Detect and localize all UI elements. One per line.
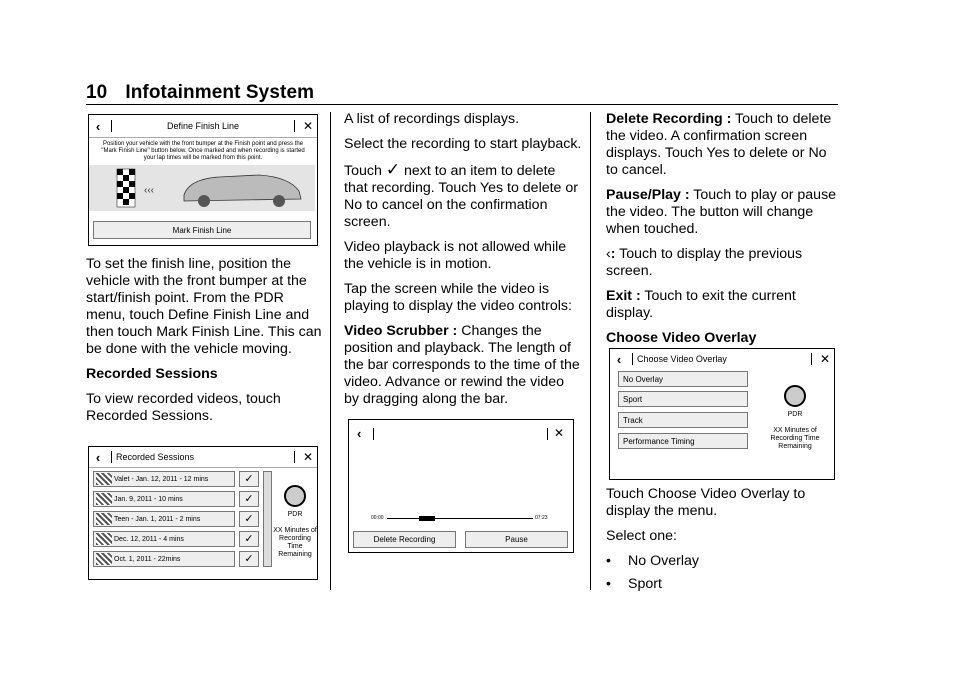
recorded-sessions-paragraph: To view recorded videos, touch Recorded Sessions.: [86, 391, 281, 424]
screen-title: Define Finish Line: [166, 121, 240, 131]
page-header: [86, 82, 314, 104]
recording-row[interactable]: Oct. 1, 2011 - 22mins: [93, 551, 235, 567]
page-number: 10: [86, 82, 108, 103]
screen-title: Choose Video Overlay: [637, 354, 727, 364]
scrollbar[interactable]: [263, 471, 272, 567]
stopwatch-icon: [284, 485, 306, 507]
list-item: • Sport: [606, 576, 662, 592]
header-rule: [86, 104, 838, 105]
playback-paragraph: Video playback is not allowed while the vehicle is in motion.: [344, 239, 567, 272]
overlay-option-performance-timing[interactable]: Performance Timing: [618, 433, 748, 449]
close-icon: ✕: [302, 119, 314, 133]
pdr-status: PDR XX Minutes of Recording Time Remaining: [273, 485, 317, 559]
mark-finish-line-button[interactable]: Mark Finish Line: [93, 221, 311, 239]
define-finish-line-screen: [88, 114, 318, 246]
flag-icon: [96, 533, 112, 545]
pause-play-entry: Pause/Play : Touch to play or pause the video. The button will change when touched.: [606, 187, 837, 237]
scrubber-start-time: 00:00: [371, 515, 384, 521]
screen-title-bar: [89, 447, 317, 468]
car-icon: [184, 175, 301, 207]
back-icon: ‹: [606, 246, 611, 262]
flag-icon: [96, 493, 112, 505]
recording-row[interactable]: Jan. 9, 2011 - 10 mins: [93, 491, 235, 507]
screen-title-bar: [89, 115, 317, 138]
close-icon: ✕: [819, 352, 831, 366]
delete-check-icon[interactable]: ✓: [239, 511, 259, 527]
recording-row[interactable]: Teen - Jan. 1, 2011 - 2 mins: [93, 511, 235, 527]
screen-title: Recorded Sessions: [116, 452, 195, 462]
flag-icon: [96, 473, 112, 485]
controls-paragraph: Tap the screen while the video is playing to display the video controls:: [344, 281, 572, 314]
choose-video-overlay-heading: Choose Video Overlay: [606, 330, 757, 346]
finish-line-instructions: Position your vehicle with the front bumper at the Finish point and press the "Mark Finish Line" button below. Once marked and when recording is started your lap times will be marked from this point.: [101, 141, 305, 161]
back-icon: ‹: [616, 351, 622, 367]
stopwatch-icon: [784, 385, 806, 407]
recording-row[interactable]: Valet - Jan. 12, 2011 - 12 mins: [93, 471, 235, 487]
checkered-flag-icon: [117, 169, 135, 207]
column-1: [86, 256, 324, 433]
exit-entry: Exit : Touch to exit the current display.: [606, 288, 796, 321]
finish-line-paragraph: To set the finish line, position the vehicle with the front bumper at the start/finish point. From the PDR menu, touch Define Finish Line and then touch Mark Finish Line. This can be done with the vehicle moving.: [86, 256, 322, 357]
svg-text:‹‹‹: ‹‹‹: [144, 185, 154, 196]
delete-check-icon[interactable]: ✓: [239, 471, 259, 487]
column-3-lower: [606, 486, 840, 599]
list-paragraph: A list of recordings displays.: [344, 111, 520, 127]
back-icon: ‹: [357, 426, 362, 441]
delete-check-icon[interactable]: ✓: [239, 491, 259, 507]
column-divider: [330, 112, 331, 590]
video-playback-screen: [348, 419, 574, 553]
back-entry: ‹: Touch to display the previous screen.: [606, 246, 803, 279]
video-scrubber-entry: Video Scrubber : Changes the position and playback. The length of the bar corresponds to the time of the video. Advance or rewind the video by dragging along the bar.: [344, 323, 580, 407]
column-3: [606, 111, 840, 355]
overlay-option-sport[interactable]: Sport: [618, 391, 748, 407]
select-paragraph: Select the recording to start playback.: [344, 136, 582, 152]
back-icon: ‹: [95, 449, 101, 465]
close-icon: ✕: [302, 450, 314, 464]
flag-icon: [96, 513, 112, 525]
car-finish-illustration: [89, 165, 315, 211]
chapter-title: Infotainment System: [125, 82, 315, 103]
delete-paragraph: Touch ✓ next to an item to delete that recording. Touch Yes to delete or No to cancel on the confirmation screen.: [344, 160, 578, 230]
delete-recording-button[interactable]: Delete Recording: [353, 531, 456, 548]
video-scrubber[interactable]: [387, 518, 533, 519]
choose-video-overlay-screen: [609, 348, 835, 480]
select-one-paragraph: Select one:: [606, 528, 677, 544]
overlay-paragraph: Touch Choose Video Overlay to display the menu.: [606, 486, 806, 519]
delete-recording-entry: Delete Recording : Touch to delete the video. A confirmation screen displays. Touch Yes to delete or No to cancel.: [606, 111, 832, 178]
close-icon: ✕: [554, 426, 565, 440]
screen-title-bar: [610, 349, 834, 369]
scrubber-handle[interactable]: [419, 516, 435, 521]
back-icon: ‹: [95, 118, 101, 134]
column-2: [344, 111, 582, 416]
pdr-status: PDR XX Minutes of Recording Time Remaining: [770, 385, 820, 451]
recorded-sessions-screen: [88, 446, 318, 580]
list-item: • No Overlay: [606, 553, 699, 569]
scrubber-end-time: 07:23: [535, 515, 548, 521]
overlay-option-no-overlay[interactable]: No Overlay: [618, 371, 748, 387]
delete-check-icon[interactable]: ✓: [239, 531, 259, 547]
check-icon: ✓: [385, 160, 401, 179]
recording-row[interactable]: Dec. 12, 2011 - 4 mins: [93, 531, 235, 547]
overlay-option-track[interactable]: Track: [618, 412, 748, 428]
pause-button[interactable]: Pause: [465, 531, 568, 548]
recorded-sessions-heading: Recorded Sessions: [86, 366, 218, 382]
delete-check-icon[interactable]: ✓: [239, 551, 259, 567]
column-divider: [590, 112, 591, 590]
flag-icon: [96, 553, 112, 565]
